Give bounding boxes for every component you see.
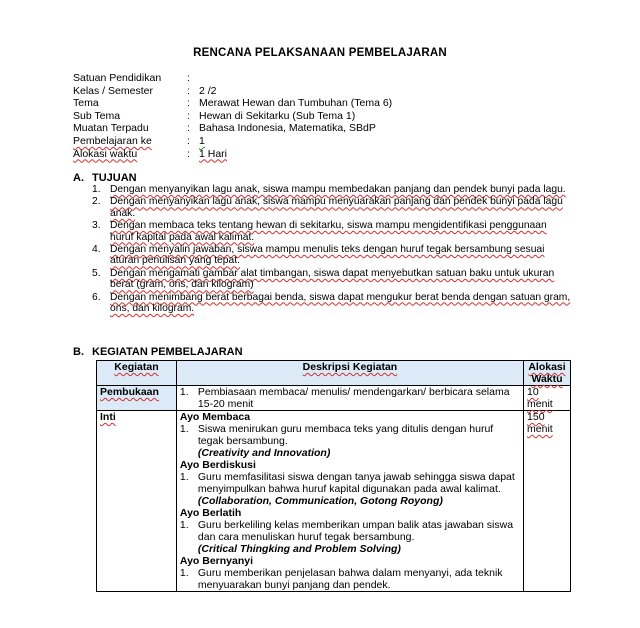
section-title: KEGIATAN PEMBELAJARAN (92, 346, 243, 358)
meta-colon: : (187, 134, 190, 147)
cell-alokasi (524, 411, 571, 592)
list-item (92, 292, 572, 315)
activity-title: Ayo Berlatih (179, 507, 242, 519)
skill-tag: (Collaboration, Communication, Gotong Royong) (197, 495, 443, 507)
section-letter: B. (73, 346, 84, 358)
goal-number: 5. (92, 267, 101, 279)
cell-deskripsi (176, 386, 523, 411)
item-number: 1. (179, 519, 189, 531)
meta-row (73, 72, 392, 85)
activity-title: Ayo Bernyanyi (179, 555, 254, 567)
activity-title: Ayo Membaca (179, 411, 251, 423)
meta-colon: : (187, 72, 190, 84)
goal-text: Dengan menimbang berat berbagai benda, siswa dapat mengukur berat benda dengan satuan gram, ons, dan kilogram. (110, 291, 571, 315)
section-letter: A. (73, 172, 84, 184)
meta-value: Bahasa Indonesia, Matematika, SBdP (199, 122, 376, 135)
meta-colon: : (187, 109, 190, 122)
cell-alokasi (524, 386, 571, 411)
list-item (92, 196, 572, 219)
meta-colon: : (187, 97, 190, 110)
item-number: 1. (179, 567, 189, 579)
header-alokasi (524, 361, 571, 386)
list-item (92, 268, 572, 291)
meta-value: 1 Hari (199, 147, 228, 160)
meta-value: Merawat Hewan dan Tumbuhan (Tema 6) (199, 97, 393, 110)
goal-text: Dengan menyalin jawaban, siswa mampu menulis teks dengan huruf tegak bersambung sesuai aturan penulisan yang tepat. (110, 244, 545, 267)
duration-text: 150 menit (527, 411, 553, 435)
item-text: Siswa menirukan guru membaca teks yang ditulis dengan huruf tegak bersambung. (197, 423, 494, 447)
list-item (180, 567, 520, 591)
goal-number: 2. (92, 196, 101, 208)
meta-label: Satuan Pendidikan (73, 72, 162, 84)
identity-block (73, 72, 392, 160)
item-text: Pembiasaan membaca/ menulis/ mendengarkan/ berbicara selama 15-20 menit (197, 386, 510, 410)
document-title: RENCANA PELAKSANAAN PEMBELAJARAN (193, 47, 447, 59)
list-item (92, 184, 572, 195)
header-deskripsi (176, 361, 523, 386)
meta-colon: : (187, 84, 190, 97)
section-b-heading (73, 346, 243, 358)
list-item (180, 519, 520, 543)
goal-number: 6. (92, 291, 101, 303)
row-label-inti (97, 411, 177, 592)
item-text: Guru memfasilitasi siswa dengan tanya jawab sehingga siswa dapat menyimpulkan bahwa huruf kapital digunakan pada awal kalimat. (197, 471, 515, 495)
list-item (180, 386, 520, 410)
skill-tag: (Creativity and Innovation) (197, 447, 331, 459)
table-header-row (97, 361, 571, 386)
goal-text: Dengan menyanyikan lagu anak, siswa mampu menyuarakan panjang dan pendek bunyi pada lagu anak. (110, 196, 563, 219)
meta-label: Kelas / Semester (73, 84, 153, 97)
meta-value: 1 (199, 134, 205, 147)
meta-row (73, 110, 392, 123)
meta-colon: : (187, 147, 190, 160)
table-row (97, 386, 571, 411)
list-item (92, 244, 572, 267)
meta-label: Sub Tema (73, 109, 121, 122)
meta-label: Pembelajaran ke (73, 134, 152, 147)
meta-label: Muatan Terpadu (73, 122, 149, 135)
header-label: Kegiatan (114, 361, 159, 373)
list-item (180, 423, 520, 447)
header-label: Alokasi Waktu (528, 361, 566, 385)
row-label: Inti (100, 411, 116, 423)
activities-table (96, 360, 571, 592)
skill-tag: (Critical Thingking and Problem Solving) (197, 543, 401, 555)
list-item (180, 471, 520, 495)
item-text: Guru memberikan penjelasan bahwa dalam menyanyi, ada teknik menyuarakan bunyi panjang dan pendek. (197, 567, 503, 591)
row-label: Pembukaan (100, 386, 159, 398)
header-label: Deskripsi Kegiatan (302, 361, 398, 373)
list-item (92, 220, 572, 243)
table-row (97, 411, 571, 592)
header-kegiatan (97, 361, 177, 386)
meta-row (73, 135, 392, 148)
section-title: TUJUAN (92, 172, 137, 184)
goal-number: 1. (92, 184, 101, 195)
section-a-heading (73, 172, 137, 184)
meta-value: Hewan di Sekitarku (Sub Tema 1) (199, 109, 356, 122)
meta-label: Alokasi waktu (73, 147, 138, 160)
meta-row (73, 148, 392, 161)
meta-row (73, 97, 392, 110)
item-text: Guru berkeliling kelas memberikan umpan balik atas jawaban siswa dan cara menuliskan huruf tegak bersambung. (197, 519, 514, 543)
cell-deskripsi (176, 411, 523, 592)
row-label-pembukaan (97, 386, 177, 411)
meta-row (73, 122, 392, 135)
goal-text: Dengan membaca teks tentang hewan di sekitarku, siswa mampu mengidentifikasi penggunaan huruf kapital pada awal kalimat. (110, 220, 547, 243)
meta-row (73, 85, 392, 98)
meta-value: 2 /2 (199, 84, 217, 97)
meta-colon: : (187, 122, 190, 135)
goal-number: 4. (92, 244, 101, 256)
activity-title: Ayo Berdiskusi (179, 459, 256, 471)
meta-label: Tema (73, 97, 99, 110)
item-number: 1. (179, 386, 189, 398)
goal-text: Dengan mengamati gambar alat timbangan, siswa dapat menyebutkan satuan baku untuk ukuran berat (gram, ons, dan kilogram) (110, 267, 555, 291)
item-number: 1. (179, 471, 189, 483)
goal-text: Dengan menyanyikan lagu anak, siswa mampu membedakan panjang dan pendek bunyi pada lagu. (110, 184, 566, 195)
item-number: 1. (179, 423, 189, 435)
duration-text: 10 menit (527, 386, 553, 410)
goals-list (92, 184, 572, 315)
goal-number: 3. (92, 220, 101, 232)
